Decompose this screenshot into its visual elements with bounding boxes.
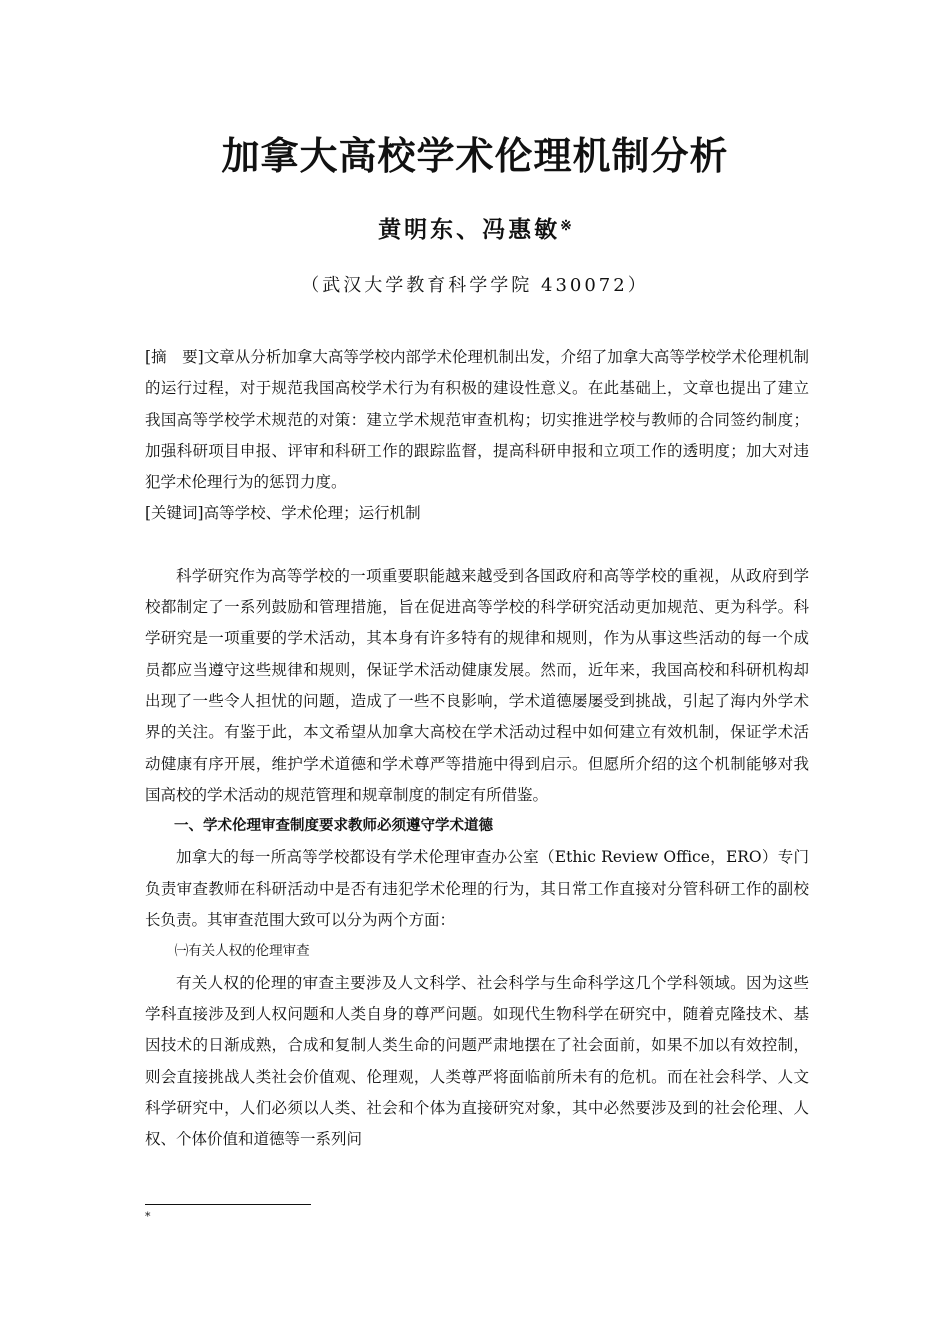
document-body (145, 342, 809, 1155)
author-line (0, 210, 950, 250)
spacer (145, 530, 809, 561)
author-footnote-mark: ※ (560, 218, 572, 234)
abstract-label: [摘 要] (145, 348, 204, 366)
keywords-paragraph (145, 498, 809, 529)
abstract-block (145, 342, 809, 530)
abstract-text: 文章从分析加拿大高等学校内部学术伦理机制出发，介绍了加拿大高等学校学术伦理机制的运行过程，对于规范我国高校学术行为有积极的建设性意义。在此基础上，文章也提出了建立我国高等学校学术规范的对策：建立学术规范审查机构；切实推进学校与教师的合同签约制度；加强科研项目申报、评审和科研工作的跟踪监督，提高科研申报和立项工作的透明度；加大对违犯学术伦理行为的惩罚力度。 (145, 348, 809, 492)
keywords-text: 高等学校、学术伦理；运行机制 (203, 504, 421, 523)
author-names: 黄明东、冯惠敏 (378, 216, 561, 243)
footnote-marker: * (145, 1210, 151, 1223)
section-paragraph: 加拿大的每一所高等学校都设有学术伦理审查办公室（Ethic Review Office，ERO）专门负责审查教师在科研活动中是否有违犯学术伦理的行为，其日常工作直接对分管科研工作的副校长负责。其审查范围大致可以分为两个方面： (145, 848, 809, 930)
intro-paragraph: 科学研究作为高等学校的一项重要职能越来越受到各国政府和高等学校的重视，从政府到学校都制定了一系列鼓励和管理措施，旨在促进高等学校的科学研究活动更加规范、更为科学。科学研究是一项重要的学术活动，其本身有许多特有的规律和规则，作为从事这些活动的每一个成员都应当遵守这些规律和规则，保证学术活动健康发展。然而，近年来，我国高校和科研机构却出现了一些令人担忧的问题，造成了一些不良影响，学术道德屡屡受到挑战，引起了海内外学术界的关注。有鉴于此，本文希望从加拿大高校在学术活动过程中如何建立有效机制，保证学术活动健康有序开展，维护学术道德和学术尊严等措施中得到启示。但愿所介绍的这个机制能够对我国高校的学术活动的规范管理和规章制度的制定有所借鉴。 (145, 566, 809, 804)
abstract-paragraph (145, 342, 809, 498)
subsection-heading: ㈠有关人权的伦理审查 (174, 943, 310, 960)
subsection-paragraph: 有关人权的伦理的审查主要涉及人文科学、社会科学与生命科学这几个学科领域。因为这些学科直接涉及到人权问题和人类自身的尊严问题。如现代生物科学在研究中，随着克隆技术、基因技术的日渐成熟，合成和复制人类生命的问题严肃地摆在了社会面前，如果不加以有效控制，则会直接挑战人类社会价值观、伦理观，人类尊严将面临前所未有的危机。而在社会科学、人文科学研究中，人们必须以人类、社会和个体为直接研究对象，其中必然要涉及到的社会伦理、人权、个体价值和道德等一系列问 (145, 973, 809, 1149)
affiliation: （武汉大学教育科学学院 430072） (301, 275, 649, 296)
paper-title: 加拿大高校学术伦理机制分析 (221, 134, 729, 178)
section-heading: 一、学术伦理审查制度要求教师必须遵守学术道德 (174, 818, 493, 835)
keywords-label: [关键词] (145, 504, 204, 523)
footnote-divider (145, 1204, 311, 1205)
